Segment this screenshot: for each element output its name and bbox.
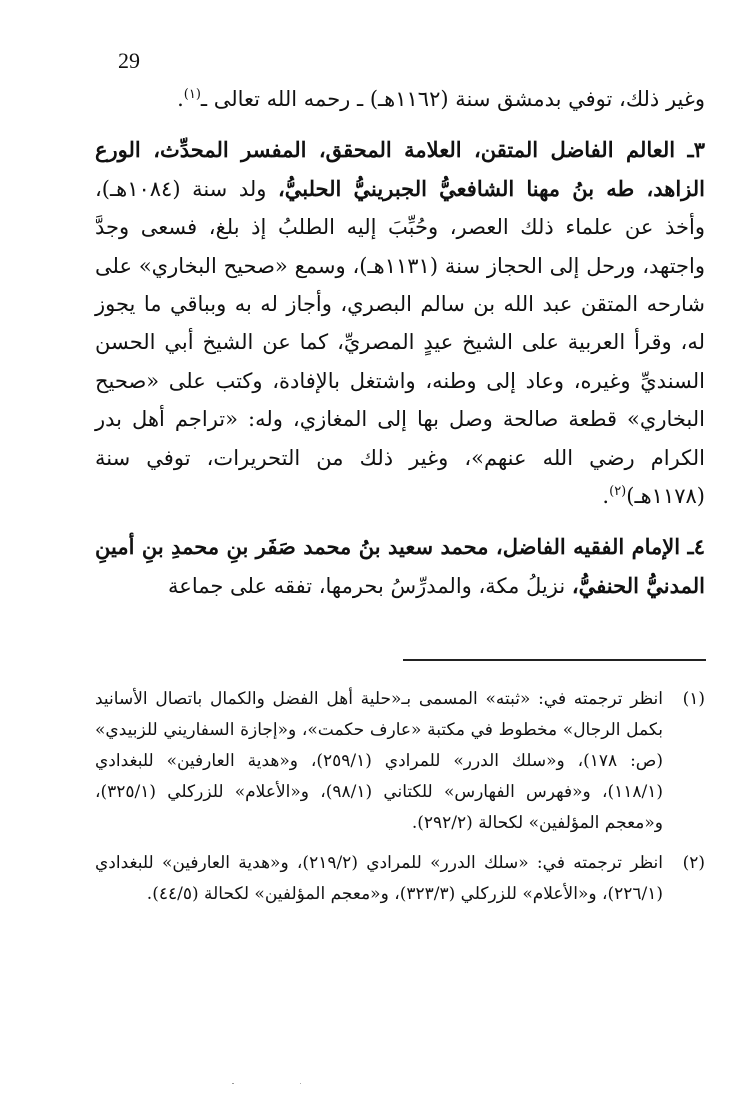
footnote-separator [403, 659, 706, 661]
entry-4-body: نزيلُ مكة، والمدرِّسُ بحرمها، تفقه على جماعة [168, 573, 566, 598]
footnote-1-text: انظر ترجمته في: «ثبته» المسمى بـ«حلية أهل الفضل والكمال باتصال الأسانيد بكمل الرجال» مخطوط في مكتبة «عارف حكمت»، و«إجازة السفاريني للزبيدي» (ص: ١٧٨)، و«سلك الدرر» للمرادي (٢٥٩/١)، و«هدية العارفين» للبغدادي (١١٨/١)، و«فهرس الفهارس» للكتاني (٩٨/١)، و«الأعلام» للزركلي (٣٢٥/١)، و«معجم المؤلفين» لكحالة (٢٩٢/٢). [95, 689, 664, 833]
footnote-1 [95, 684, 705, 839]
intro-line: وغير ذلك، توفي بدمشق سنة (١١٦٢هـ) ـ رحمه الله تعالى ـ [200, 87, 705, 111]
footnote-ref-1: (١) [183, 87, 201, 102]
entry-3-end: . [602, 484, 610, 509]
entry-4-heading: ٤ـ الإمام الفقيه الفاضل، محمد سعيد بنُ محمد صَفَر بنِ محمدِ بنِ أمينِ المدنيُّ الحنفيُّ، [95, 534, 705, 598]
footnotes [95, 684, 705, 919]
footnote-2-number: (٢) [682, 853, 705, 873]
entry-4-paragraph [95, 528, 705, 605]
footnote-1-number: (١) [682, 689, 705, 709]
page-number: 29 [118, 48, 140, 73]
footnote-2 [95, 848, 705, 910]
intro-paragraph [95, 80, 705, 118]
footnote-ref-2: (٢) [609, 484, 627, 500]
footnote-2-text: انظر ترجمته في: «سلك الدرر» للمرادي (٢١٩/٢)، و«هدية العارفين» للبغدادي (٢٢٦/١)، و«الأعلام» للزركلي (٣٢٣/٣)، و«معجم المؤلفين» لكحالة (٤٤/٥). [95, 853, 663, 904]
intro-end: . [177, 87, 184, 111]
scan-speck [300, 1083, 301, 1084]
entry-3-body: ولد سنة (١٠٨٤هـ)، وأخذ عن علماء ذلك العصر، وحُبِّبَ إليه الطلبُ إذ بلغ، فسعى وجدَّ واجتهد، ورحل إلى الحجاز سنة (١١٣١هـ)، وسمع «صحيح البخاري» على شارحه المتقن عبد الله بن سالم البصري، وأجاز له به وبباقي ما يجوز له، وقرأ العربية على الشيخ عيدٍ المصريِّ، كما عن الشيخ أبي الحسن السنديِّ وغيره، وعاد إلى وطنه، واشتغل بالإفادة، وكتب على «صحيح البخاري» قطعة صالحة وصل بها إلى المغازي، وله: «تراجم أهل بدر الكرام رضي الله عنهم»، وغير ذلك من التحريرات، توفي سنة (١١٧٨هـ) [95, 176, 705, 509]
entry-3-heading: ٣ـ العالم الفاضل المتقن، العلامة المحقق، المفسر المحدِّث، الورع الزاهد، طه بنُ مهنا الشافعيُّ الجبرينيُّ الحلبيُّ، [95, 137, 705, 201]
scan-speck [232, 1083, 234, 1084]
entry-3-paragraph [95, 131, 705, 515]
main-text [95, 80, 705, 605]
